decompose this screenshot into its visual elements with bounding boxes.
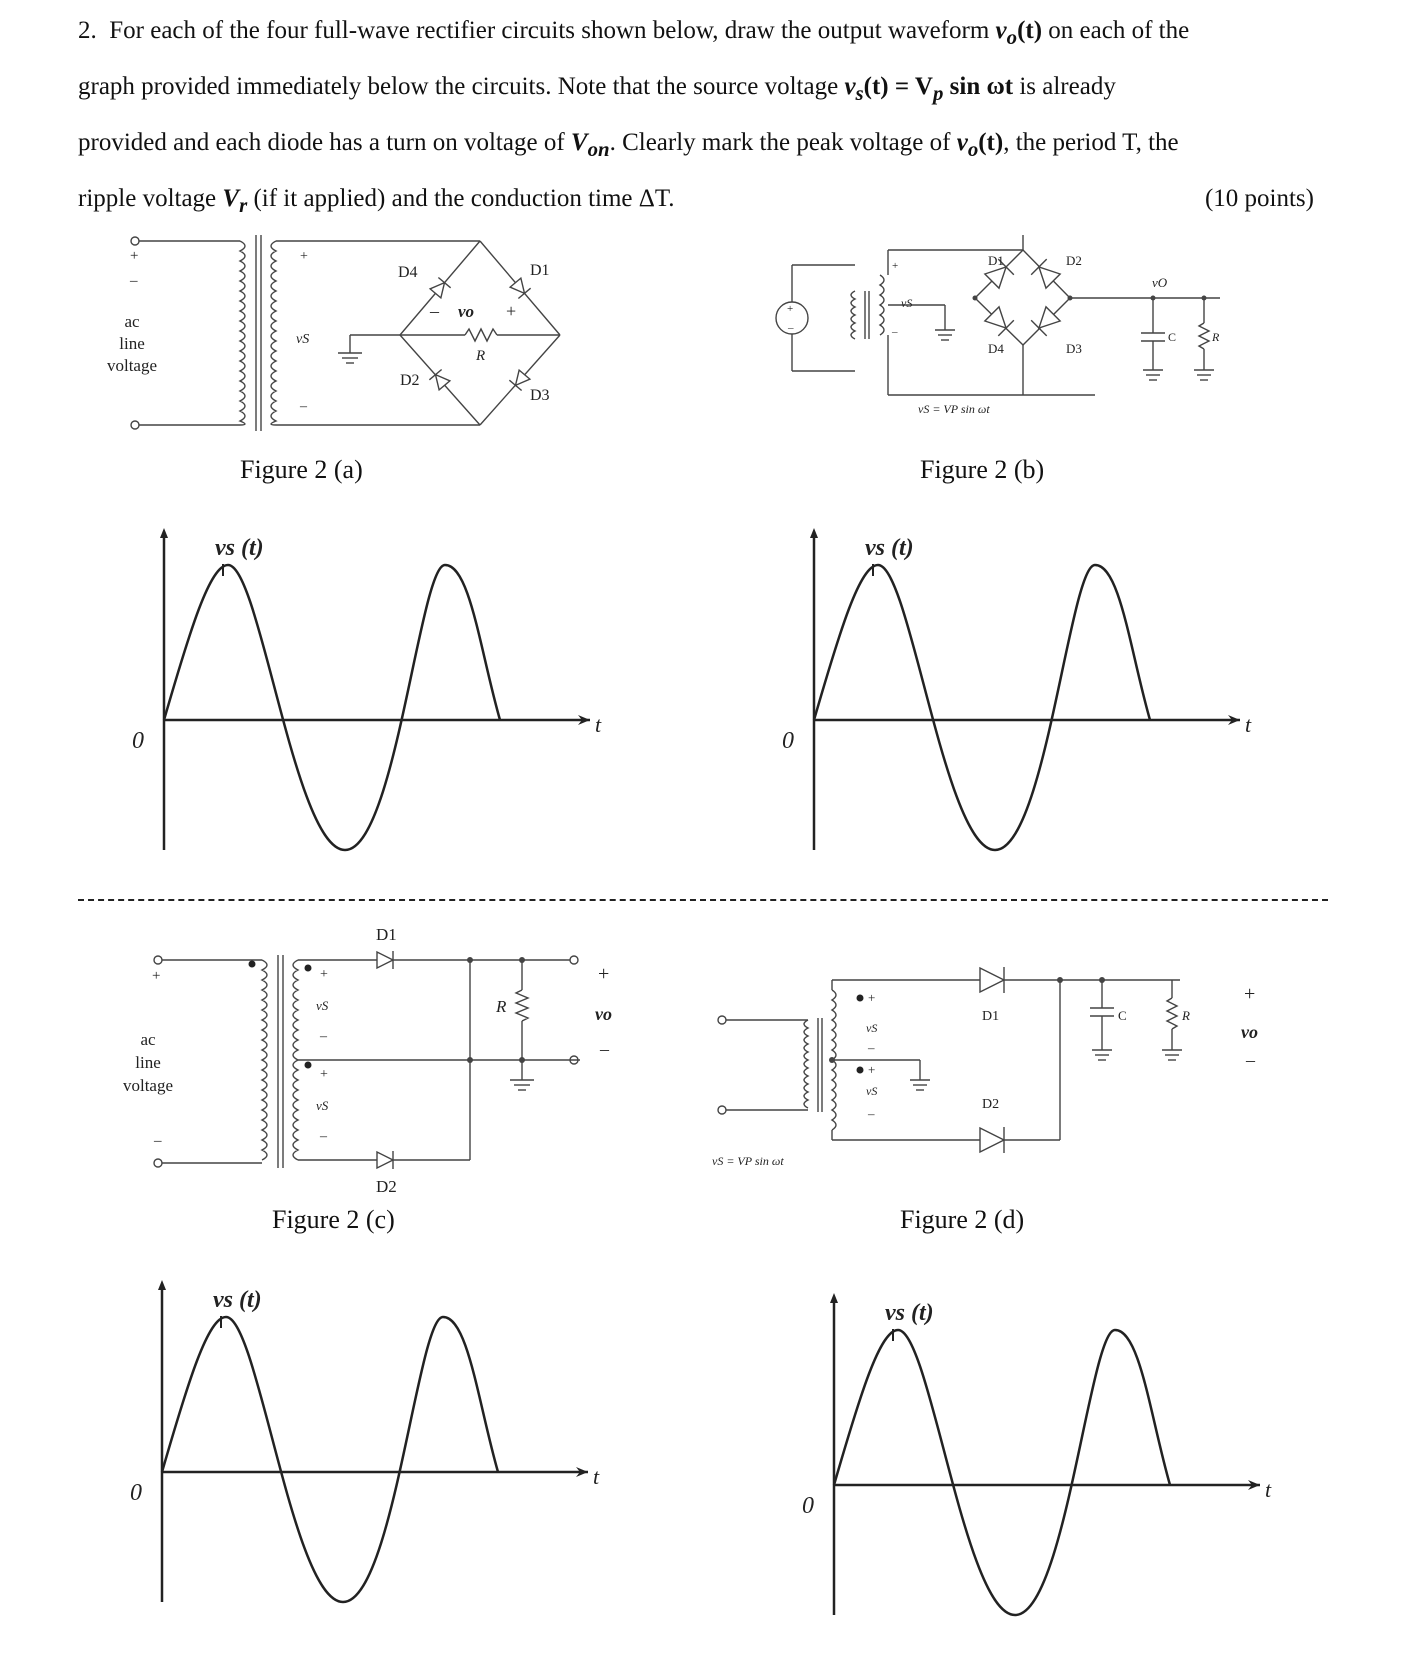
vs-sine-wave [164,565,500,850]
fig2c-minus-in: – [154,1133,162,1149]
fig2c-d2: D2 [376,1177,397,1196]
fig2a-vs-label: vS [296,332,310,347]
fig2d-plus-top: + [868,990,876,1005]
graph-2d-origin: 0 [802,1493,814,1519]
fig2b-d4: D4 [988,341,1004,356]
fig2b-d1: D1 [988,253,1004,268]
graph-2c-vs-label: vs (t) [213,1287,262,1313]
fig2a-vo: vo [458,302,475,321]
fig2c-d1: D1 [376,925,397,944]
fig2d-vo: vo [1241,1022,1258,1042]
fig2c-source-line1: ac [140,1030,156,1049]
fig2d-vs-top: vS [866,1021,878,1035]
graph-2c-origin: 0 [130,1480,142,1506]
fig2c-vs-top: vS [316,998,329,1013]
fig2b-c: C [1168,330,1177,344]
graph-2a-t: t [595,712,602,737]
fig2a-r: R [476,348,486,364]
fig2a-vo-plus: + [506,301,517,321]
question-text [78,6,1328,230]
circuit-figure-2d [710,940,1270,1180]
graph-2b-origin: 0 [782,728,794,754]
graph-2b-vs-label: vs (t) [865,535,914,561]
fig2d-d1: D1 [982,1009,1000,1024]
graph-figure-2d [790,1285,1310,1625]
fig2c-plus-top: + [320,967,328,982]
circuit-figure-2a [90,225,610,440]
fig2d-vs-bot: vS [866,1084,878,1098]
fig2c-source-line3: voltage [122,1076,174,1095]
question-line-4: ripple voltage $V_r$ (if it applied) and the conduction time ΔT. (10 points) [78,174,1328,230]
fig2a-caption: Figure 2 (a) [240,455,363,484]
fig2b-r: R [1212,330,1220,344]
question-number: 2. [78,17,97,44]
graph-2d-vs-label: vs (t) [885,1300,934,1326]
fig2b-src-minus: – [788,322,794,334]
fig2b-d2: D2 [1066,253,1082,268]
fig2c-vo-plus: + [598,963,610,985]
fig2a-source-line3: voltage [106,356,158,375]
fig2a-d2: D2 [400,372,420,389]
fig2d-c: C [1118,1008,1127,1023]
graph-figure-2a [120,520,640,860]
vs-sine-wave [162,1317,498,1602]
fig2c-r: R [496,997,507,1016]
fig2b-sec-plus: + [892,260,899,272]
fig2b-vs: vS [901,296,913,310]
graph-2a-vs-label: vs (t) [215,535,264,561]
fig2a-d4: D4 [398,264,418,281]
question-line-3: provided and each diode has a turn on voltage of $V_{on}$. Clearly mark the peak voltage of $v_o(t)$, the period T, the [78,129,1179,161]
fig2d-minus-bot: – [868,1106,875,1121]
question-line-1: 2. For each of the four full-wave rectifier circuits shown below, draw the output waveform $v_o(t)$ on each of the [78,17,1190,49]
fig2a-d1: D1 [530,262,550,279]
fig2d-minus-top: – [868,1040,875,1055]
fig2c-caption: Figure 2 (c) [272,1205,395,1234]
fig2a-source-line1: ac [124,312,140,331]
fig2c-plus-bot: + [320,1067,328,1082]
fig2a-d3: D3 [530,387,550,404]
graph-2d-t: t [1265,1477,1272,1502]
fig2d-caption: Figure 2 (d) [900,1205,1025,1234]
fig2c-minus-top: – [320,1029,327,1044]
fig2b-source-eq: vS = VP sin ωt [918,402,990,416]
fig2d-r: R [1182,1008,1190,1023]
fig2d-source-eq: vS = VP sin ωt [712,1154,784,1168]
fig2a-plus-sec: + [300,249,308,264]
graph-2a-origin: 0 [132,728,144,754]
fig2a-vo-minus: – [430,301,439,321]
fig2c-vs-bot: vS [316,1098,329,1113]
fig2c-minus-bot: – [320,1129,327,1144]
fig2c-plus-in: + [152,968,161,984]
fig2b-caption: Figure 2 (b) [920,455,1045,484]
fig2b-d3: D3 [1066,341,1082,356]
section-divider [78,899,1328,901]
fig2a-minus-in: – [130,273,138,289]
fig2d-d2: D2 [982,1097,1000,1112]
question-line-2: graph provided immediately below the circuits. Note that the source voltage $v_s(t) = V_p$ sin ωt is already [78,73,1116,105]
fig2a-plus-in: + [130,248,139,264]
graph-2b-t: t [1245,712,1252,737]
fig2b-vo: vO [1152,275,1168,290]
vs-sine-wave [834,1330,1170,1615]
points-label: (10 points) [1204,185,1314,212]
fig2a-minus-sec: – [300,399,307,414]
fig2d-vo-plus: + [1244,983,1256,1005]
fig2c-vo: vo [595,1004,612,1024]
fig2b-src-plus: + [787,303,794,315]
fig2b-sec-minus: – [892,326,898,338]
vs-sine-wave [814,565,1150,850]
fig2a-source-line2: line [119,334,145,353]
fig2d-vo-minus: – [1246,1050,1255,1070]
circuit-figure-2b [770,235,1240,425]
graph-2c-t: t [593,1464,600,1489]
fig2c-source-line2: line [135,1053,161,1072]
graph-figure-2b [770,520,1290,860]
fig2d-plus-bot: + [868,1062,876,1077]
circuit-figure-2c [110,920,630,1200]
graph-figure-2c [118,1272,638,1612]
fig2c-vo-minus: – [600,1039,609,1059]
